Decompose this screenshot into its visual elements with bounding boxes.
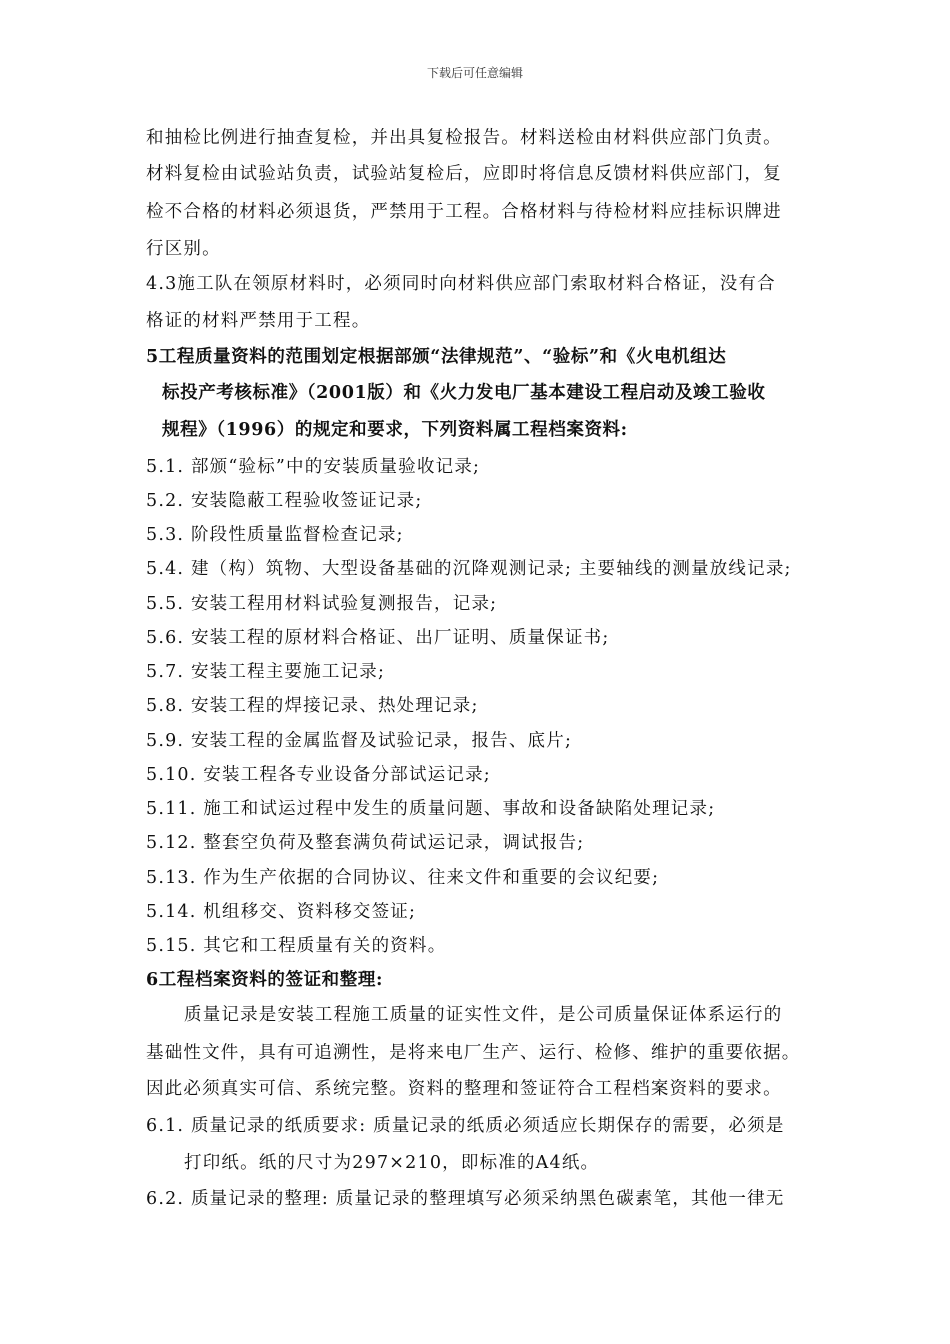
section-heading: 5工程质量资料的范围划定根据部颁“法律规范”、“验标”和《火电机组达 xyxy=(146,347,727,367)
text-line: 和抽检比例进行抽查复检，并出具复检报告。材料送检由材料供应部门负责。 xyxy=(146,128,782,148)
list-item: 6.2. 质量记录的整理: 质量记录的整理填写必须采纳黑色碳素笔，其他一律无 xyxy=(146,1189,785,1209)
list-item-continued: 打印纸。纸的尺寸为297×210，即标准的A4纸。 xyxy=(184,1153,600,1173)
list-item: 5.5. 安装工程用材料试验复测报告，记录; xyxy=(146,594,498,614)
text-line: 格证的材料严禁用于工程。 xyxy=(146,311,371,331)
section-heading-continued: 规程》（1996）的规定和要求，下列资料属工程档案资料: xyxy=(162,420,628,440)
paragraph-line: 基础性文件，具有可追溯性，是将来电厂生产、运行、检修、维护的重要依据。 xyxy=(146,1043,801,1063)
list-item: 5.6. 安装工程的原材料合格证、出厂证明、质量保证书; xyxy=(146,628,610,648)
list-item: 5.2. 安装隐蔽工程验收签证记录; xyxy=(146,491,423,511)
paragraph-line: 质量记录是安装工程施工质量的证实性文件，是公司质量保证体系运行的 xyxy=(184,1005,783,1025)
list-item: 5.8. 安装工程的焊接记录、热处理记录; xyxy=(146,696,479,716)
list-item: 5.3. 阶段性质量监督检查记录; xyxy=(146,525,404,545)
page-header: 下载后可任意编辑 xyxy=(426,66,523,80)
text-line: 行区别。 xyxy=(146,239,221,259)
list-item: 5.4. 建（构）筑物、大型设备基础的沉降观测记录; 主要轴线的测量放线记录; xyxy=(146,559,792,579)
text-line: 4.3施工队在领原材料时，必须同时向材料供应部门索取材料合格证，没有合 xyxy=(146,274,776,294)
list-item: 5.15. 其它和工程质量有关的资料。 xyxy=(146,936,447,956)
text-line: 检不合格的材料必须退货，严禁用于工程。合格材料与待检材料应挂标识牌进 xyxy=(146,202,782,222)
list-item: 5.1. 部颁“验标”中的安装质量验收记录; xyxy=(146,457,481,477)
list-item: 5.11. 施工和试运过程中发生的质量问题、事故和设备缺陷处理记录; xyxy=(146,799,716,819)
list-item: 6.1. 质量记录的纸质要求: 质量记录的纸质必须适应长期保存的需要，必须是 xyxy=(146,1116,785,1136)
list-item: 5.14. 机组移交、资料移交签证; xyxy=(146,902,417,922)
list-item: 5.12. 整套空负荷及整套满负荷试运记录，调试报告; xyxy=(146,833,585,853)
list-item: 5.9. 安装工程的金属监督及试验记录，报告、底片; xyxy=(146,731,573,751)
paragraph-line: 因此必须真实可信、系统完整。资料的整理和签证符合工程档案资料的要求。 xyxy=(146,1079,782,1099)
list-item: 5.13. 作为生产依据的合同协议、往来文件和重要的会议纪要; xyxy=(146,868,660,888)
section-heading: 6工程档案资料的签证和整理: xyxy=(146,970,384,990)
list-item: 5.7. 安装工程主要施工记录; xyxy=(146,662,386,682)
section-heading-continued: 标投产考核标准》（2001版）和《火力发电厂基本建设工程启动及竣工验收 xyxy=(162,383,766,403)
list-item: 5.10. 安装工程各专业设备分部试运记录; xyxy=(146,765,491,785)
text-line: 材料复检由试验站负责，试验站复检后，应即时将信息反馈材料供应部门，复 xyxy=(146,164,782,184)
